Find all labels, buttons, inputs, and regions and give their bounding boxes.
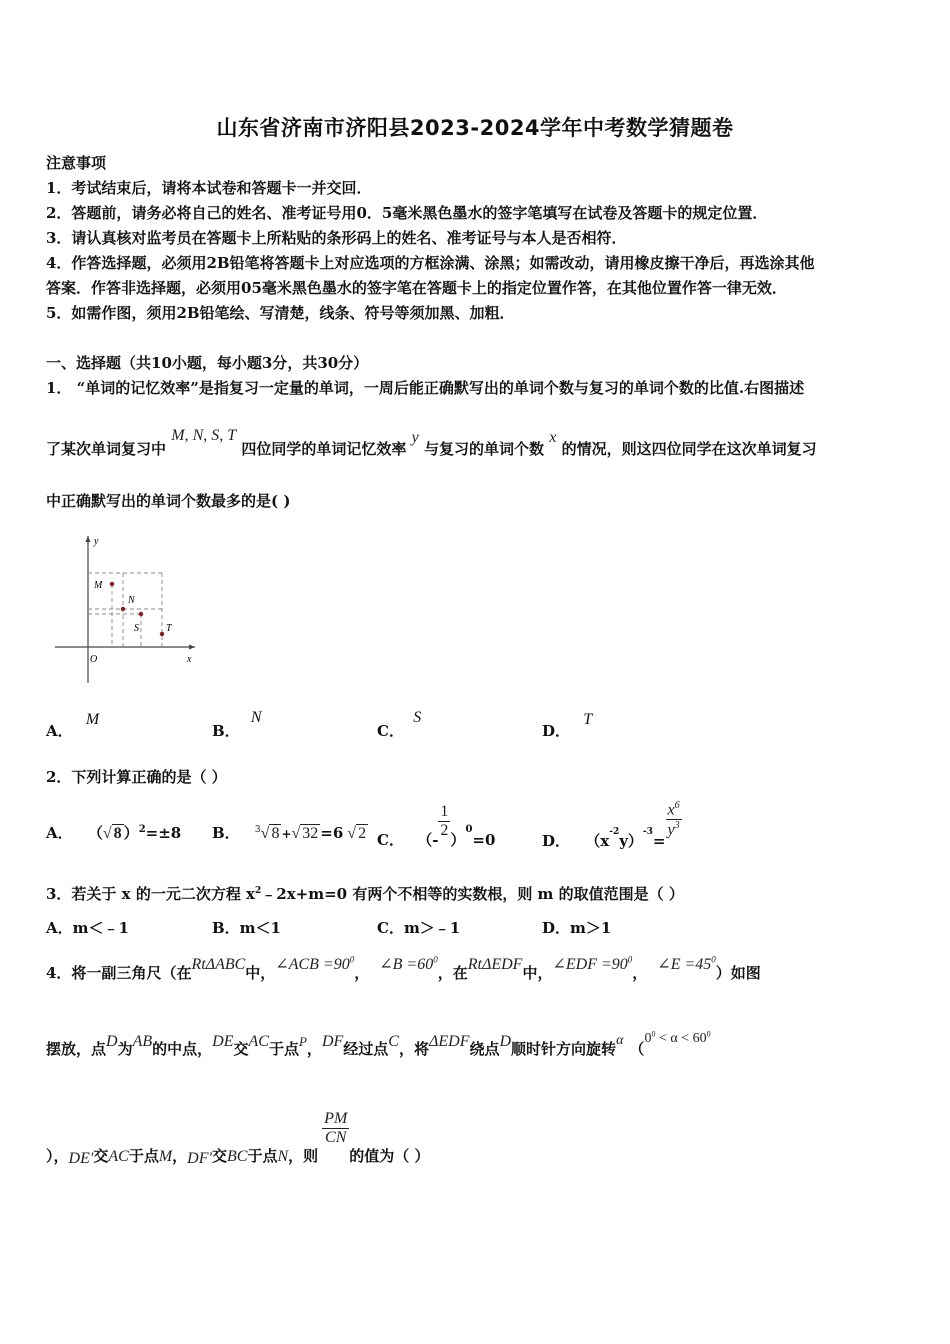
q1-option-a[interactable]	[46, 711, 100, 741]
q4-text: ，则	[288, 1146, 319, 1165]
q4-text: 于点	[247, 1146, 278, 1165]
q1-line2	[46, 427, 817, 459]
option-tail: =6	[320, 824, 344, 842]
option-label: B．	[212, 722, 240, 740]
math-term: DF′	[187, 1149, 212, 1167]
point-m	[110, 582, 114, 586]
q3-option-d[interactable]: D．m＞1	[542, 919, 612, 937]
math-term: < α < 60	[655, 1031, 707, 1046]
q4-text: ，	[354, 964, 370, 982]
q4-text: 摆放，点	[46, 1040, 107, 1058]
exponent: 2	[138, 824, 146, 835]
q4-text: 中，	[245, 964, 276, 982]
radicand: 8	[271, 825, 280, 842]
expression: （x	[585, 831, 610, 850]
paren: ）	[123, 824, 139, 842]
q1-text: 了某次单词复习中	[46, 440, 167, 458]
option-label: B．	[212, 824, 240, 842]
math-term: RtΔEDF	[467, 956, 523, 973]
q4-text: 交	[93, 1146, 109, 1165]
q1-text: 四位同学的单词记忆效率	[241, 440, 407, 458]
notice-heading: 注意事项	[46, 154, 107, 172]
paren: （-	[417, 830, 439, 849]
q2-option-a[interactable]: A． （√ 8 ）$^2$=±8	[46, 824, 182, 842]
point-s	[139, 612, 143, 616]
fraction	[666, 800, 682, 840]
q4-line3	[46, 1110, 430, 1167]
numerator: x	[667, 801, 675, 819]
exponent: 0	[651, 1029, 656, 1039]
q4-line2	[46, 1029, 711, 1059]
option-label: A．	[46, 824, 73, 842]
notice-item: 答案．作答非选择题，必须用05毫米黑色墨水的签字笔在答题卡上的指定位置作答，在其他位置作答一律无效．	[46, 279, 787, 297]
math-term: AC	[248, 1033, 269, 1050]
denominator: 2	[440, 822, 449, 839]
q3-text: ﹣2x+m=0 有两个不相等的实数根，则 m 的取值范围是（ ）	[261, 885, 684, 903]
origin-label: O	[90, 654, 98, 665]
math-term: D	[106, 1033, 118, 1050]
exponent: 0	[349, 954, 355, 965]
math-term: ∠E =45	[657, 956, 712, 973]
q4-text: ，将	[398, 1040, 429, 1058]
exponent: 3	[674, 820, 680, 832]
notice-item: 3．请认真核对监考员在答题卡上所粘贴的条形码上的姓名、准考证号与本人是否相符．	[46, 229, 627, 247]
q4-text: 于点	[268, 1040, 299, 1058]
q1-option-c[interactable]	[377, 709, 422, 741]
fraction	[322, 1110, 349, 1147]
q1-option-b[interactable]	[212, 709, 262, 741]
q1-option-d[interactable]	[542, 711, 593, 741]
option-value: S	[413, 709, 422, 726]
q4-text: 经过点	[343, 1040, 389, 1058]
math-term: RtΔABC	[191, 956, 246, 973]
option-label: C．	[377, 830, 404, 849]
q2-stem: 2．下列计算正确的是（ ）	[46, 768, 227, 786]
option-label: A．	[46, 722, 73, 740]
point-t	[160, 632, 164, 636]
x-axis-arrow	[189, 645, 195, 650]
q4-text: ，	[306, 1040, 322, 1058]
denominator: y	[667, 821, 675, 839]
option-value: M	[85, 711, 100, 728]
option-label: D．	[542, 831, 571, 850]
q4-text: 的中点，	[152, 1040, 213, 1058]
point-s-label: S	[134, 623, 139, 634]
math-term: AC	[108, 1147, 129, 1165]
math-term: D	[499, 1033, 512, 1050]
exponent: 0	[627, 954, 633, 965]
denominator: CN	[325, 1129, 347, 1146]
radicand: 2	[358, 825, 367, 842]
q4-text: ，	[172, 1146, 188, 1165]
q1-vars: M, N, S, T	[171, 427, 237, 444]
q4-line1	[46, 954, 761, 983]
math-term: DE	[212, 1033, 234, 1050]
q1-line1: 1． “单词的记忆效率”是指复习一定量的单词，一周后能正确默写出的单词个数与复习的单词个数的比值.右图描述	[46, 379, 805, 397]
option-label: C．	[377, 722, 404, 740]
q4-text: （	[629, 1040, 645, 1058]
math-term: ∠EDF =90	[552, 956, 628, 973]
q4-text: ，	[632, 964, 648, 982]
q2-option-c[interactable]	[377, 803, 496, 849]
notice-item: 2．答题前，请务必将自己的姓名、准考证号用0．5毫米黑色墨水的签字笔填写在试卷及答题卡的规定位置．	[46, 204, 768, 222]
q4-text: 的值为（ ）	[349, 1146, 430, 1165]
q4-text: ，在	[437, 964, 468, 982]
exponent: -3	[642, 826, 653, 837]
page-title: 山东省济南市济阳县2023-2024学年中考数学猜题卷	[216, 116, 734, 140]
q1-y-var: y	[411, 429, 419, 446]
math-term: P	[298, 1034, 307, 1049]
notice-item: 5．如需作图，须用2B铅笔绘、写清楚，线条、符号等须加黑、加粗．	[46, 304, 515, 322]
q4-text: 绕点	[469, 1040, 500, 1058]
radicand: 8	[113, 825, 122, 842]
math-term: DF	[321, 1033, 344, 1050]
q2-option-d[interactable]	[542, 800, 682, 850]
option-label: D．	[542, 722, 571, 740]
math-term: α	[616, 1033, 624, 1048]
fraction	[438, 803, 450, 840]
q1-x-var: x	[549, 429, 557, 446]
option-value: N	[250, 709, 262, 726]
x-axis-label: x	[187, 654, 192, 665]
point-m-label: M	[94, 580, 103, 591]
point-n	[121, 607, 125, 611]
q3-text: 3．若关于 x 的一元二次方程 x	[46, 885, 255, 903]
math-term: 0	[644, 1031, 652, 1046]
q3-option-b[interactable]: B．m＜1	[212, 919, 281, 937]
expression: y）	[619, 831, 643, 850]
q1-text: 的情况，则这四位同学在这次单词复习	[561, 440, 817, 458]
math-term: M	[158, 1147, 173, 1165]
math-term: N	[277, 1147, 289, 1165]
section-heading: 一、选择题（共10小题，每小题3分，共30分）	[46, 354, 369, 372]
operator: =	[652, 831, 666, 850]
q4-text: 4．将一副三角尺（在	[46, 964, 192, 982]
y-axis-label: y	[94, 536, 99, 547]
numerator: 1	[440, 803, 449, 820]
operator: +	[281, 827, 292, 841]
q3-stem	[46, 883, 684, 904]
exponent: 0	[433, 954, 438, 965]
paren: ）	[450, 830, 466, 849]
q4-text: 交	[212, 1146, 228, 1165]
notice-item: 1．考试结束后，请将本试卷和答题卡一并交回．	[46, 179, 372, 197]
q4-text: 中，	[522, 964, 553, 982]
root-index: 3	[254, 825, 261, 835]
q3-option-a[interactable]: A．m＜﹣1	[46, 919, 129, 937]
q4-text: 为	[117, 1040, 133, 1058]
math-term: ∠B =60	[379, 956, 434, 973]
numerator: PM	[324, 1110, 348, 1127]
radicand: 32	[302, 825, 319, 842]
y-axis-arrow	[86, 536, 91, 542]
math-term: BC	[227, 1147, 248, 1165]
math-term: AB	[132, 1033, 153, 1050]
paren: （	[87, 824, 103, 842]
q2-option-b[interactable]: B． $^3$√ 8 +√ 32 =6 √ 2	[212, 824, 367, 842]
q4-text: ），	[46, 1146, 69, 1165]
exponent: 6	[674, 800, 680, 811]
option-tail: =±8	[145, 824, 182, 842]
q4-text: 于点	[128, 1146, 159, 1165]
math-term: ΔEDF	[428, 1033, 470, 1050]
q1-line3: 中正确默写出的单词个数最多的是( )	[46, 492, 291, 510]
math-term: C	[388, 1033, 399, 1050]
exponent: -2	[609, 826, 620, 837]
q3-option-c[interactable]: C．m＞﹣1	[377, 919, 461, 937]
q4-text: 顺时针方向旋转	[511, 1040, 617, 1058]
q1-graph	[50, 528, 200, 686]
notice-item: 4．作答选择题，必须用2B铅笔将答题卡上对应选项的方框涂满、涂黑；如需改动，请用橡皮擦干净后，再选涂其他	[46, 254, 815, 272]
q4-text: 交	[233, 1040, 249, 1058]
q4-text: ）如图	[715, 964, 761, 982]
point-n-label: N	[128, 595, 135, 606]
exponent: 2	[255, 886, 262, 896]
exponent: 0	[465, 823, 473, 835]
point-t-label: T	[166, 623, 172, 634]
option-value: T	[583, 711, 593, 728]
exponent: 0	[711, 954, 716, 965]
math-term: DE′	[68, 1149, 94, 1167]
option-tail: =0	[472, 830, 496, 849]
exponent: 0	[706, 1029, 711, 1039]
math-term: ∠ACB =90	[275, 956, 350, 973]
q1-text: 与复习的单词个数	[423, 440, 544, 458]
